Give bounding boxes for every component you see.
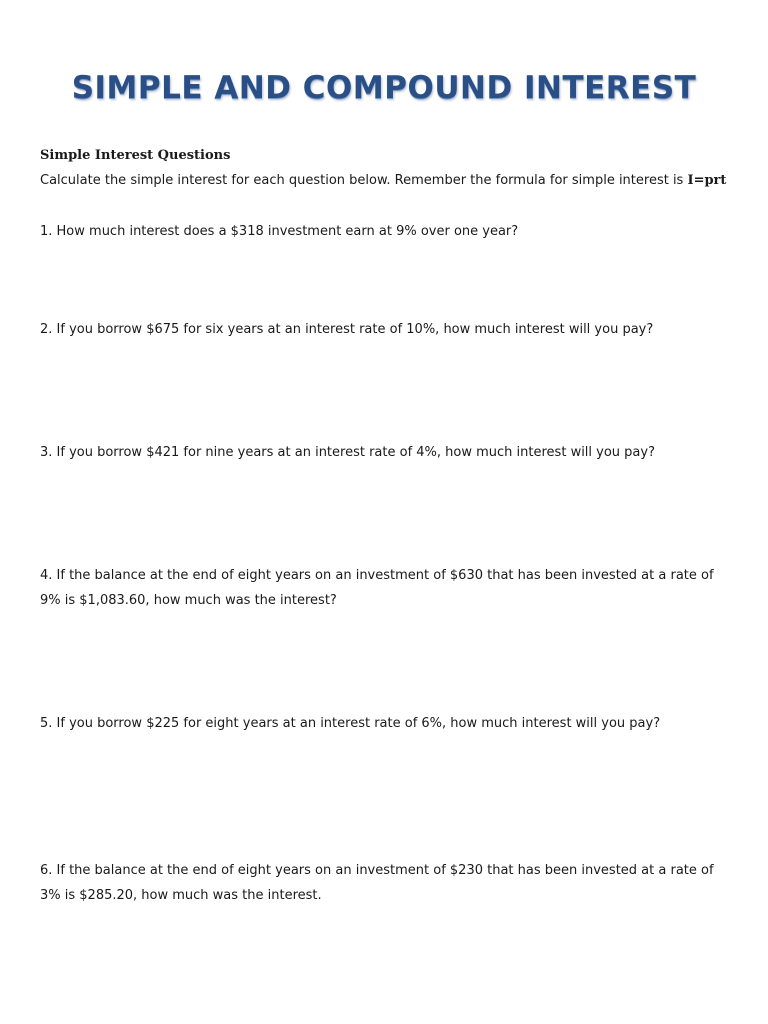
formula: I=prt [687,173,727,188]
question-4: 4. If the balance at the end of eight years on an investment of $630 that has been invested at a rate of 9% is $1,083.60, how much was the interest? [40,568,714,608]
question-3: 3. If you borrow $421 for nine years at an interest rate of 4%, how much interest will you pay? [40,445,655,460]
instructions-text: Calculate the simple interest for each question below. Remember the formula for simple interest is [40,173,684,188]
question-5: 5. If you borrow $225 for eight years at an interest rate of 6%, how much interest will you pay? [40,716,661,731]
question-2: 2. If you borrow $675 for six years at an interest rate of 10%, how much interest will you pay? [40,322,654,337]
instructions [40,173,726,188]
page-title: SIMPLE AND COMPOUND INTEREST [71,70,697,106]
section-heading: Simple Interest Questions [40,148,231,163]
question-6: 6. If the balance at the end of eight years on an investment of $230 that has been invested at a rate of 3% is $285.20, how much was the interest. [40,863,714,903]
question-1: 1. How much interest does a $318 investment earn at 9% over one year? [40,224,519,239]
